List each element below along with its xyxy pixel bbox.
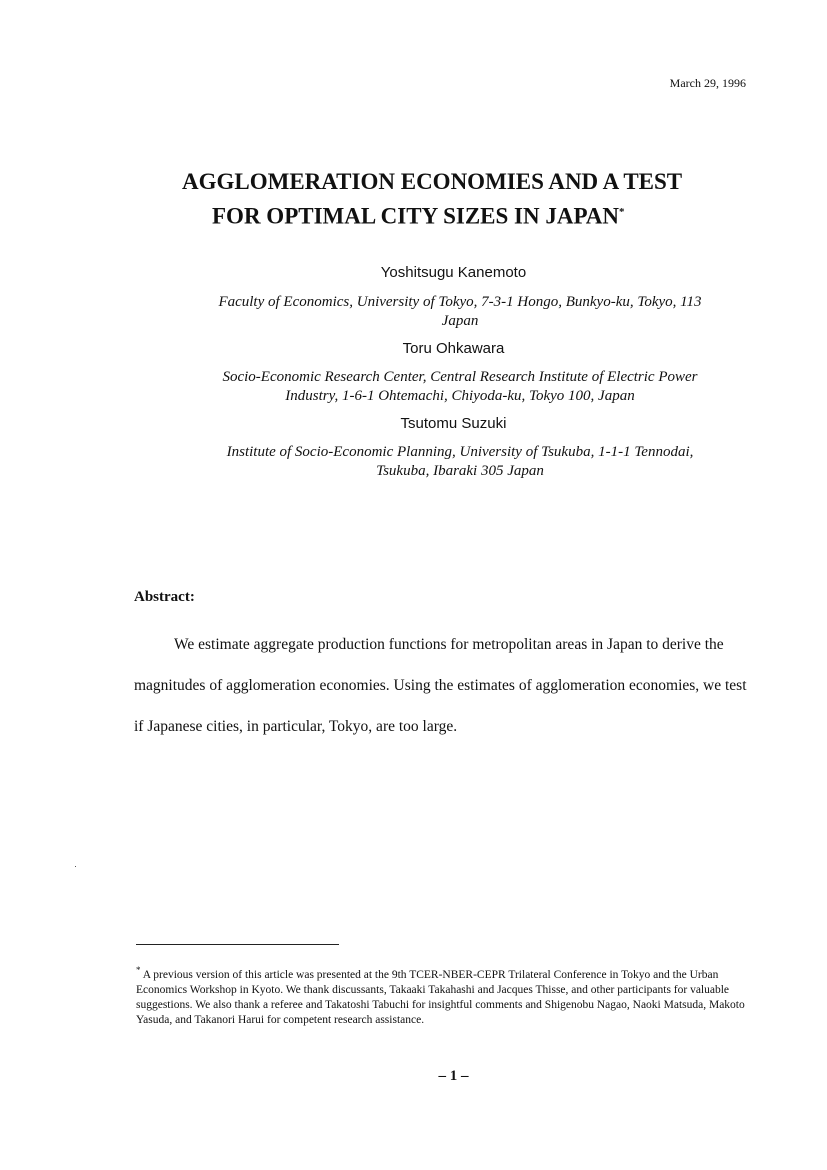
title-line-2 [0, 197, 827, 232]
author-affiliation-2 [180, 368, 740, 406]
title-line-1: AGGLOMERATION ECONOMIES AND A TEST [182, 169, 683, 194]
abstract-text: We estimate aggregate production functions for metropolitan areas in Japan to derive the magnitudes of agglomeration economies. Using the estimates of agglomeration economies, we test if Japanese cities, in particular, Tokyo, are too large. [134, 636, 747, 735]
author-name-3: Tsutomu Suzuki [400, 415, 507, 432]
abstract-body [134, 624, 754, 747]
page-number: – 1 – [438, 1068, 469, 1084]
author-name-2: Toru Ohkawara [402, 340, 505, 357]
affiliation-1-line-1: Faculty of Economics, University of Tokyo, 7-3-1 Hongo, Bunkyo-ku, Tokyo, 113 [218, 294, 702, 310]
affiliation-3-line-1: Institute of Socio-Economic Planning, University of Tsukuba, 1-1-1 Tennodai, [226, 444, 694, 460]
abstract-heading: Abstract: [134, 589, 195, 605]
author-affiliation-1 [180, 293, 740, 331]
affiliation-2-line-2: Industry, 1-6-1 Ohtemachi, Chiyoda-ku, Tokyo 100, Japan [285, 388, 635, 404]
footnote [136, 963, 756, 1028]
footnote-text: A previous version of this article was presented at the 9th TCER-NBER-CEPR Trilateral Conference in Tokyo and the Urban Economics Workshop in Kyoto. We thank discussants, Takaaki Takahashi and Jacques Thisse, and other participants for valuable suggestions. We also thank a referee and Takatoshi Tabuchi for insightful comments and Shigenobu Nagao, Naoki Matsuda, Makoto Yasuda, and Takanori Harui for competent research assistance. [136, 968, 745, 1026]
author-affiliation-3 [180, 443, 740, 481]
title-line-2-text: FOR OPTIMAL CITY SIZES IN JAPAN [212, 203, 620, 229]
affiliation-1-line-2: Japan [441, 313, 479, 329]
author-name-1: Yoshitsugu Kanemoto [380, 264, 527, 281]
scan-speck [75, 866, 76, 867]
title-footnote-mark: * [619, 206, 625, 218]
affiliation-2-line-1: Socio-Economic Research Center, Central Research Institute of Electric Power [222, 369, 698, 385]
footnote-divider [136, 944, 339, 945]
footnote-mark: * [136, 965, 141, 975]
document-date: March 29, 1996 [669, 76, 746, 90]
paper-title [0, 166, 827, 232]
affiliation-3-line-2: Tsukuba, Ibaraki 305 Japan [376, 463, 544, 479]
